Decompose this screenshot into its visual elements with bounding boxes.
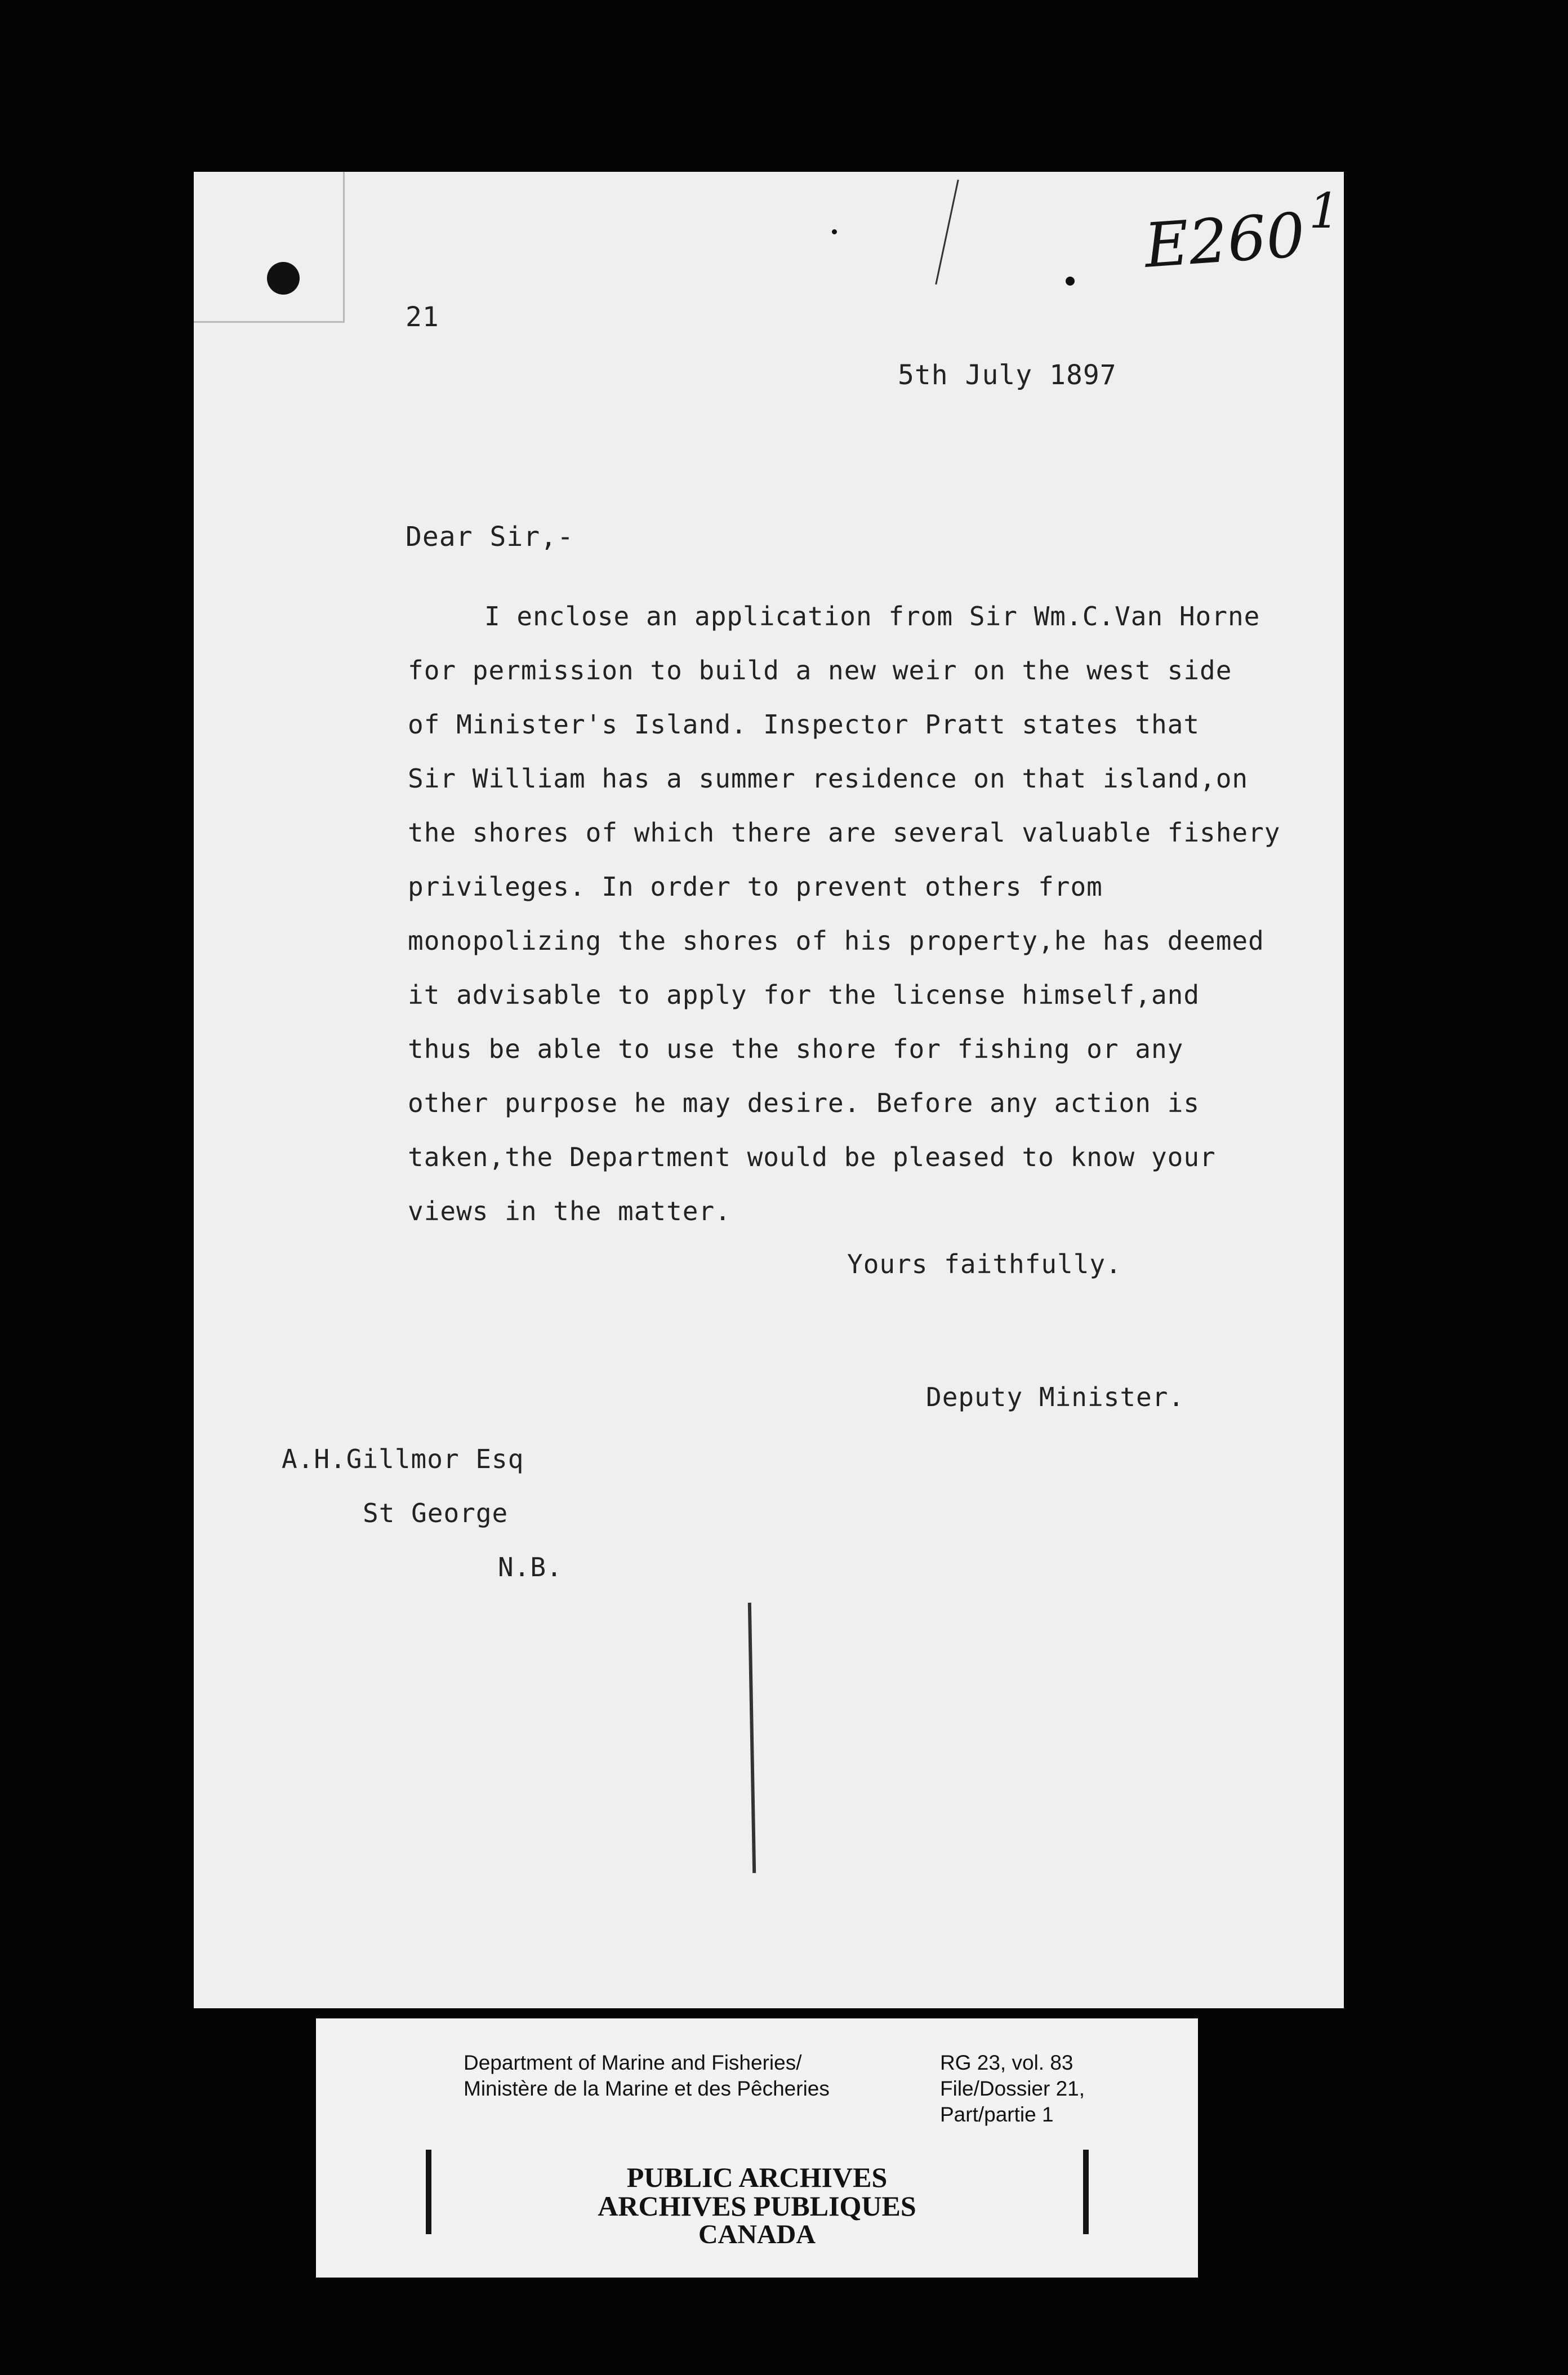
- body-line: monopolizing the shores of his property,he has deemed: [408, 926, 1264, 956]
- body-line: taken,the Department would be pleased to know your: [408, 1142, 1216, 1172]
- archive-reference: [940, 2050, 1085, 2128]
- department-name: [464, 2050, 830, 2102]
- ref-line-1: RG 23, vol. 83: [940, 2051, 1073, 2074]
- letter-date: 5th July 1897: [898, 359, 1117, 391]
- body-line: of Minister's Island. Inspector Pratt states that: [408, 709, 1200, 740]
- recipient-name: A.H.Gillmor Esq: [282, 1444, 524, 1474]
- closing: Yours faithfully.: [847, 1249, 1122, 1279]
- body-line: views in the matter.: [408, 1196, 731, 1226]
- archive-name-fr: ARCHIVES PUBLIQUES: [598, 2190, 916, 2222]
- department-en: Department of Marine and Fisheries/: [464, 2051, 802, 2074]
- body-line: I enclose an application from Sir Wm.C.Van Horne: [484, 601, 1260, 631]
- ink-spot: [832, 229, 837, 234]
- body-line: the shores of which there are several valuable fishery: [408, 817, 1281, 848]
- body-line: other purpose he may desire. Before any action is: [408, 1088, 1200, 1118]
- body-line: Sir William has a summer residence on that island,on: [408, 763, 1249, 794]
- ref-line-3: Part/partie 1: [940, 2103, 1054, 2126]
- archive-name-en: PUBLIC ARCHIVES: [626, 2161, 888, 2193]
- film-scratch: [748, 1603, 756, 1873]
- film-scratch: [935, 180, 959, 284]
- recipient-town: St George: [363, 1498, 509, 1528]
- recipient-province: N.B.: [498, 1552, 563, 1582]
- signature-title: Deputy Minister.: [926, 1382, 1185, 1412]
- salutation: Dear Sir,-: [406, 521, 574, 553]
- letter-page: [194, 172, 1344, 2008]
- body-line: it advisable to apply for the license himself,and: [408, 980, 1200, 1010]
- department-fr: Ministère de la Marine et des Pêcheries: [464, 2077, 830, 2100]
- ink-spot: [1066, 277, 1075, 286]
- archive-label: [316, 2018, 1198, 2278]
- punch-hole: [267, 262, 300, 295]
- archive-country: CANADA: [698, 2220, 816, 2249]
- ref-line-2: File/Dossier 21,: [940, 2077, 1085, 2100]
- file-mark: E260: [1142, 200, 1307, 282]
- body-line: thus be able to use the shore for fishing or any: [408, 1034, 1184, 1064]
- punch-corner-mark: [194, 172, 345, 323]
- file-number: 21: [406, 301, 439, 333]
- folio-number: 1: [1309, 183, 1340, 239]
- body-line: for permission to build a new weir on the west side: [408, 655, 1232, 686]
- body-line: privileges. In order to prevent others from: [408, 871, 1103, 902]
